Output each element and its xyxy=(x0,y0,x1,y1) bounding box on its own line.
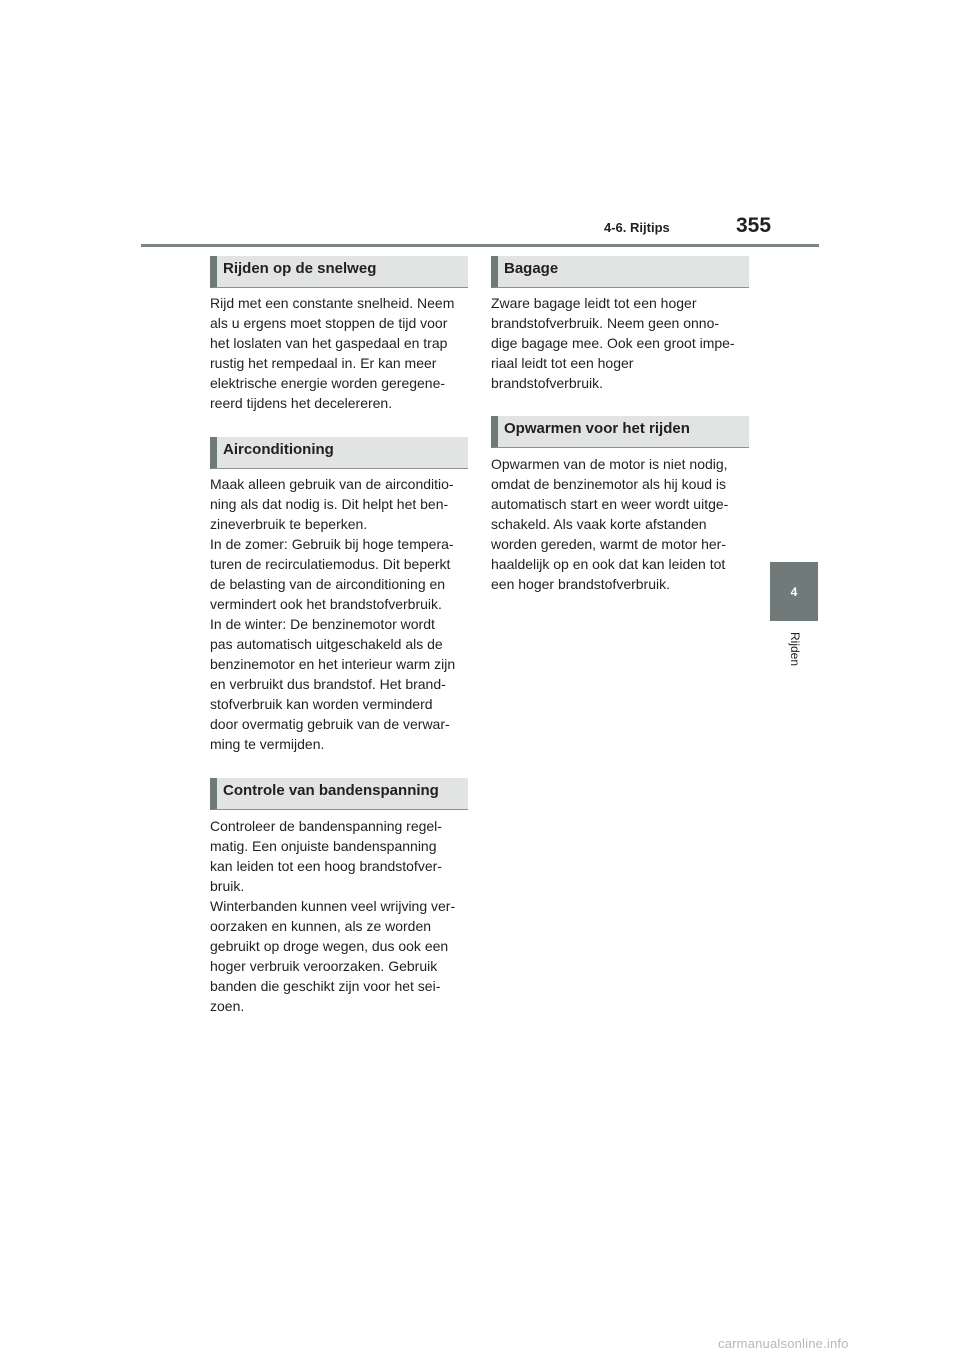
header-section-title: 4-6. Rijtips xyxy=(604,220,670,235)
text-line: In de winter: De benzinemotor wordt xyxy=(210,616,435,632)
text-line: omdat de benzinemotor als hij koud is xyxy=(491,476,727,492)
text-line: als u ergens moet stoppen de tijd voor xyxy=(210,315,448,331)
section-body-opwarmen xyxy=(491,454,749,594)
text-line: dige bagage mee. Ook een groot impe- xyxy=(491,335,735,351)
text-line: en verbruikt dus brandstof. Het brand- xyxy=(210,676,446,692)
text-line: Rijd met een constante snelheid. Neem xyxy=(210,295,455,311)
chapter-number: 4 xyxy=(790,584,798,599)
section-heading-airco: Airconditioning xyxy=(210,437,468,469)
chapter-tab xyxy=(770,562,818,621)
text-line: oorzaken en kunnen, als ze worden xyxy=(210,918,432,934)
section-heading-banden: Controle van bandenspanning xyxy=(210,778,468,810)
text-line: zoen. xyxy=(210,998,245,1014)
watermark: carmanualsonline.info xyxy=(718,1336,849,1351)
text-line: gebruikt op droge wegen, dus ook een xyxy=(210,938,449,954)
section-heading-bagage: Bagage xyxy=(491,256,749,288)
text-line: matig. Een onjuiste bandenspanning xyxy=(210,838,437,854)
section-heading-snelweg: Rijden op de snelweg xyxy=(210,256,468,288)
text-line: kan leiden tot een hoog brandstofver- xyxy=(210,858,442,874)
section-body-bagage xyxy=(491,293,749,393)
section-heading-opwarmen: Opwarmen voor het rijden xyxy=(491,416,749,448)
text-line: benzinemotor en het interieur warm zijn xyxy=(210,656,456,672)
section-body-airco xyxy=(210,474,468,754)
section-body-snelweg xyxy=(210,293,468,413)
text-line: Zware bagage leidt tot een hoger xyxy=(491,295,697,311)
text-line: automatisch start en weer wordt uitge- xyxy=(491,496,729,512)
text-line: worden gereden, warmt de motor her- xyxy=(491,536,726,552)
text-line: brandstofverbruik. xyxy=(491,375,604,391)
text-line: turen de recirculatiemodus. Dit beperkt xyxy=(210,556,451,572)
text-line: pas automatisch uitgeschakeld als de xyxy=(210,636,443,652)
text-line: riaal leidt tot een hoger xyxy=(491,355,634,371)
text-line: ming te vermijden. xyxy=(210,736,325,752)
text-line: Maak alleen gebruik van de airconditio- xyxy=(210,476,454,492)
text-line: Opwarmen van de motor is niet nodig, xyxy=(491,456,728,472)
text-line: stofverbruik kan worden verminderd xyxy=(210,696,433,712)
text-line: de belasting van de airconditioning en xyxy=(210,576,446,592)
text-line: Winterbanden kunnen veel wrijving ver- xyxy=(210,898,456,914)
text-line: brandstofverbruik. Neem geen onno- xyxy=(491,315,720,331)
chapter-label: Rijden xyxy=(788,632,802,667)
text-line: reerd tijdens het decelereren. xyxy=(210,395,393,411)
text-line: hoger verbruik veroorzaken. Gebruik xyxy=(210,958,438,974)
text-line: door overmatig gebruik van de verwar- xyxy=(210,716,450,732)
text-line: zineverbruik te beperken. xyxy=(210,516,368,532)
header-divider xyxy=(141,244,819,247)
text-line: banden die geschikt zijn voor het sei- xyxy=(210,978,441,994)
section-body-banden xyxy=(210,816,468,1016)
text-line: schakeld. Als vaak korte afstanden xyxy=(491,516,707,532)
text-line: ning als dat nodig is. Dit helpt het ben- xyxy=(210,496,449,512)
text-line: In de zomer: Gebruik bij hoge tempera- xyxy=(210,536,454,552)
text-line: haaldelijk op en ook dat kan leiden tot xyxy=(491,556,726,572)
page-number: 355 xyxy=(736,214,772,237)
text-line: Controleer de bandenspanning regel- xyxy=(210,818,442,834)
text-line: elektrische energie worden geregene- xyxy=(210,375,446,391)
text-line: een hoger brandstofverbruik. xyxy=(491,576,670,592)
text-line: bruik. xyxy=(210,878,245,894)
text-line: rustig het rempedaal in. Er kan meer xyxy=(210,355,437,371)
text-line: het loslaten van het gaspedaal en trap xyxy=(210,335,448,351)
text-line: vermindert ook het brandstofverbruik. xyxy=(210,596,442,612)
